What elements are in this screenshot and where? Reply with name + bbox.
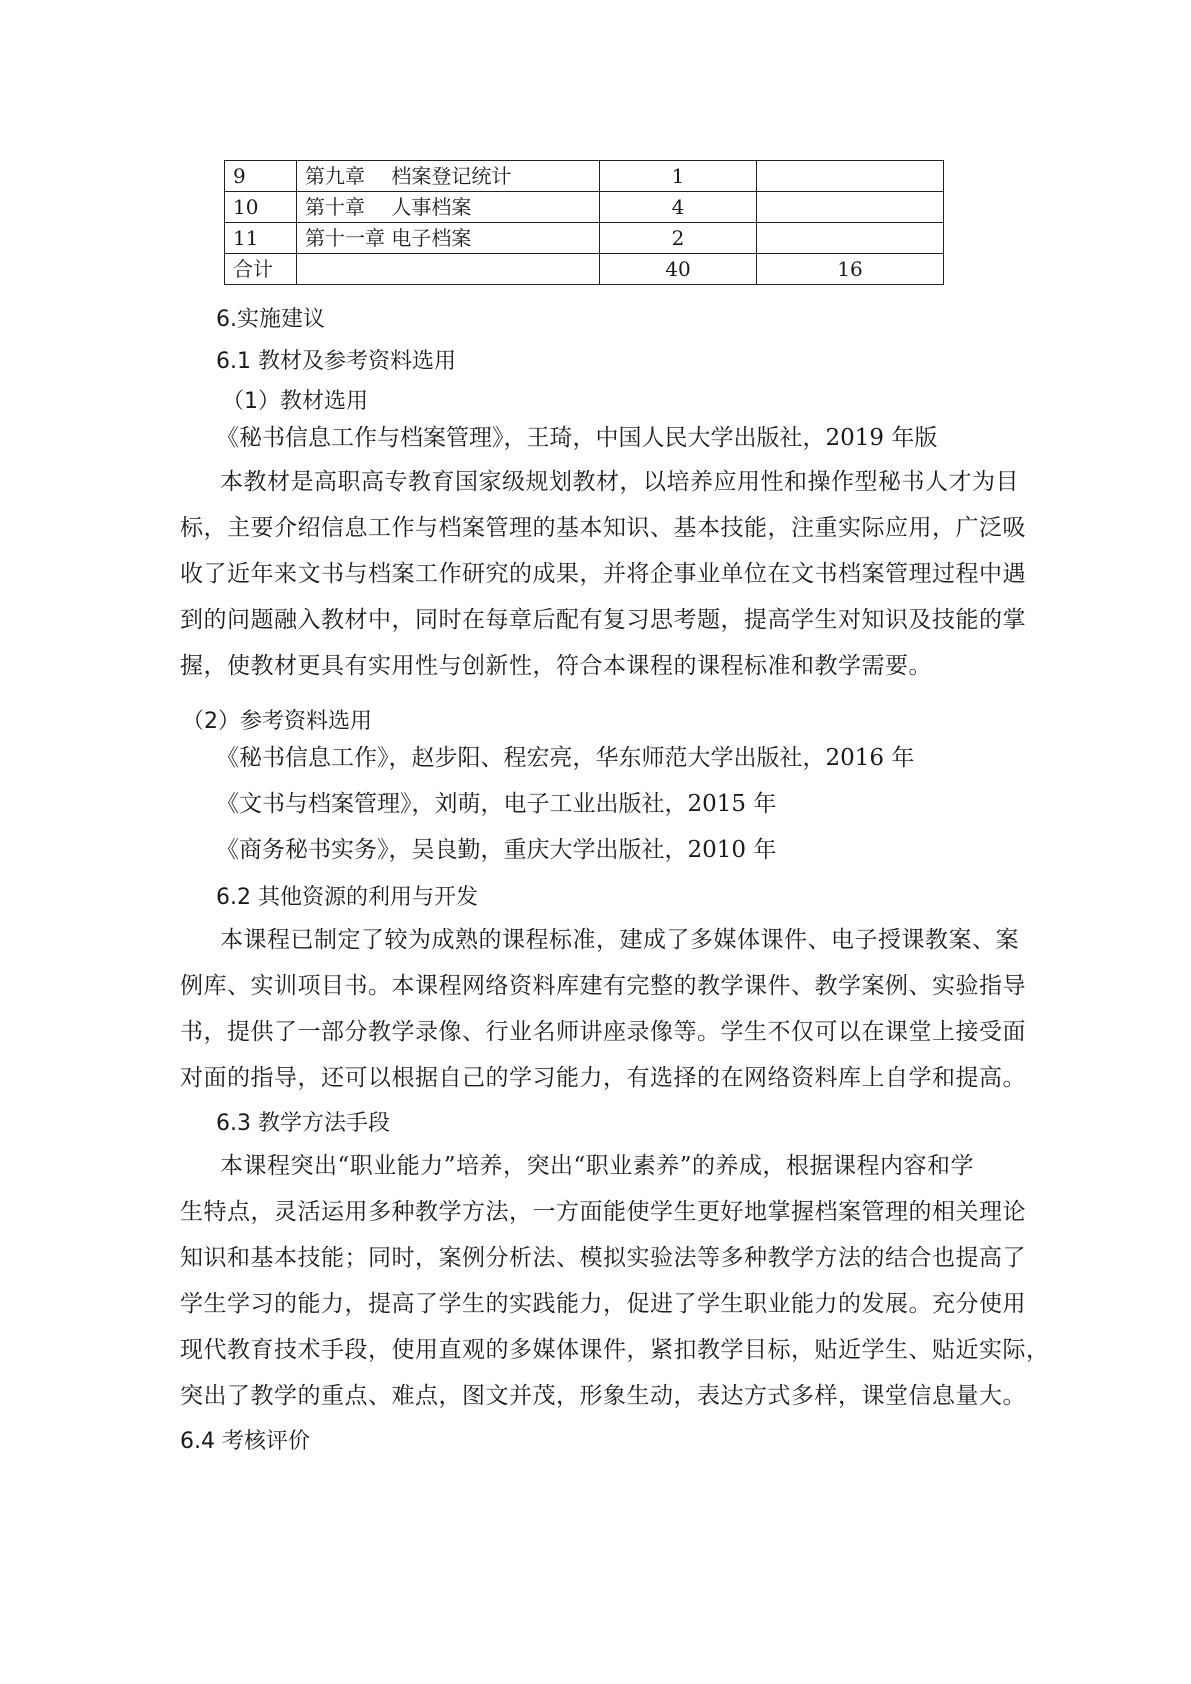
row-practice-hours bbox=[757, 192, 944, 223]
section-6-heading: 6.实施建议 bbox=[216, 307, 325, 332]
paragraph-line: 标，主要介绍信息工作与档案管理的基本知识、基本技能，注重实际应用，广泛吸 bbox=[180, 515, 1026, 541]
table-row-total bbox=[225, 254, 944, 285]
paragraph-line: 例库、实训项目书。本课程网络资料库建有完整的教学课件、教学案例、实验指导 bbox=[180, 973, 1026, 999]
paragraph-line: 本课程已制定了较为成熟的课程标准，建成了多媒体课件、电子授课教案、案 bbox=[220, 927, 1019, 953]
section-6-4-heading: 6.4 考核评价 bbox=[180, 1429, 310, 1454]
paragraph-line: 握，使教材更具有实用性与创新性，符合本课程的课程标准和教学需要。 bbox=[180, 653, 932, 679]
paragraph-line: 收了近年来文书与档案工作研究的成果，并将企事业单位在文书档案管理过程中遇 bbox=[180, 561, 1026, 587]
section-6-3-heading: 6.3 教学方法手段 bbox=[216, 1111, 390, 1136]
reference-item: 《秘书信息工作》，赵步阳、程宏亮，华东师范大学出版社，2016 年 bbox=[216, 745, 915, 771]
row-practice-hours bbox=[757, 223, 944, 254]
table-row bbox=[225, 192, 944, 223]
row-chapter: 第十一章 电子档案 bbox=[297, 223, 600, 254]
row-chapter bbox=[297, 254, 600, 285]
section-6-2-heading: 6.2 其他资源的利用与开发 bbox=[216, 885, 478, 910]
paragraph-line: 学生学习的能力，提高了学生的实践能力，促进了学生职业能力的发展。充分使用 bbox=[180, 1291, 1026, 1317]
paragraph-line: 对面的指导，还可以根据自己的学习能力，有选择的在网络资料库上自学和提高。 bbox=[180, 1065, 1026, 1091]
reference-item: 《文书与档案管理》，刘萌，电子工业出版社，2015 年 bbox=[216, 791, 777, 817]
row-hours: 4 bbox=[600, 192, 757, 223]
subheading-references: （2）参考资料选用 bbox=[182, 709, 372, 734]
section-6-1-heading: 6.1 教材及参考资料选用 bbox=[216, 349, 456, 374]
row-practice-hours bbox=[757, 161, 944, 192]
paragraph-line: 本课程突出“职业能力”培养，突出“职业素养”的养成，根据课程内容和学 bbox=[220, 1153, 975, 1179]
paragraph-line: 到的问题融入教材中，同时在每章后配有复习思考题，提高学生对知识及技能的掌 bbox=[180, 607, 1026, 633]
reference-item: 《商务秘书实务》，吴良勤，重庆大学出版社，2010 年 bbox=[216, 837, 777, 863]
course-hours-table bbox=[224, 160, 944, 285]
paragraph-line: 知识和基本技能；同时，案例分析法、模拟实验法等多种教学方法的结合也提高了 bbox=[180, 1245, 1026, 1271]
table-row bbox=[225, 161, 944, 192]
row-number: 10 bbox=[225, 192, 297, 223]
subheading-textbook: （1）教材选用 bbox=[222, 389, 368, 414]
paragraph-line: 现代教育技术手段，使用直观的多媒体课件，紧扣教学目标，贴近学生、贴近实际， bbox=[180, 1337, 1050, 1363]
row-hours: 40 bbox=[600, 254, 757, 285]
row-number: 11 bbox=[225, 223, 297, 254]
paragraph-line: 书，提供了一部分教学录像、行业名师讲座录像等。学生不仅可以在课堂上接受面 bbox=[180, 1019, 1026, 1045]
textbook-citation: 《秘书信息工作与档案管理》，王琦，中国人民大学出版社，2019 年版 bbox=[216, 425, 938, 451]
table-row bbox=[225, 223, 944, 254]
row-number: 9 bbox=[225, 161, 297, 192]
paragraph-line: 生特点，灵活运用多种教学方法，一方面能使学生更好地掌握档案管理的相关理论 bbox=[180, 1199, 1026, 1225]
paragraph-line: 突出了教学的重点、难点，图文并茂，形象生动，表达方式多样，课堂信息量大。 bbox=[180, 1383, 1026, 1409]
row-chapter: 第十章 人事档案 bbox=[297, 192, 600, 223]
paragraph-line: 本教材是高职高专教育国家级规划教材，以培养应用性和操作型秘书人才为目 bbox=[220, 469, 1019, 495]
row-number: 合计 bbox=[225, 254, 297, 285]
row-hours: 1 bbox=[600, 161, 757, 192]
row-practice-hours: 16 bbox=[757, 254, 944, 285]
row-hours: 2 bbox=[600, 223, 757, 254]
row-chapter: 第九章 档案登记统计 bbox=[297, 161, 600, 192]
